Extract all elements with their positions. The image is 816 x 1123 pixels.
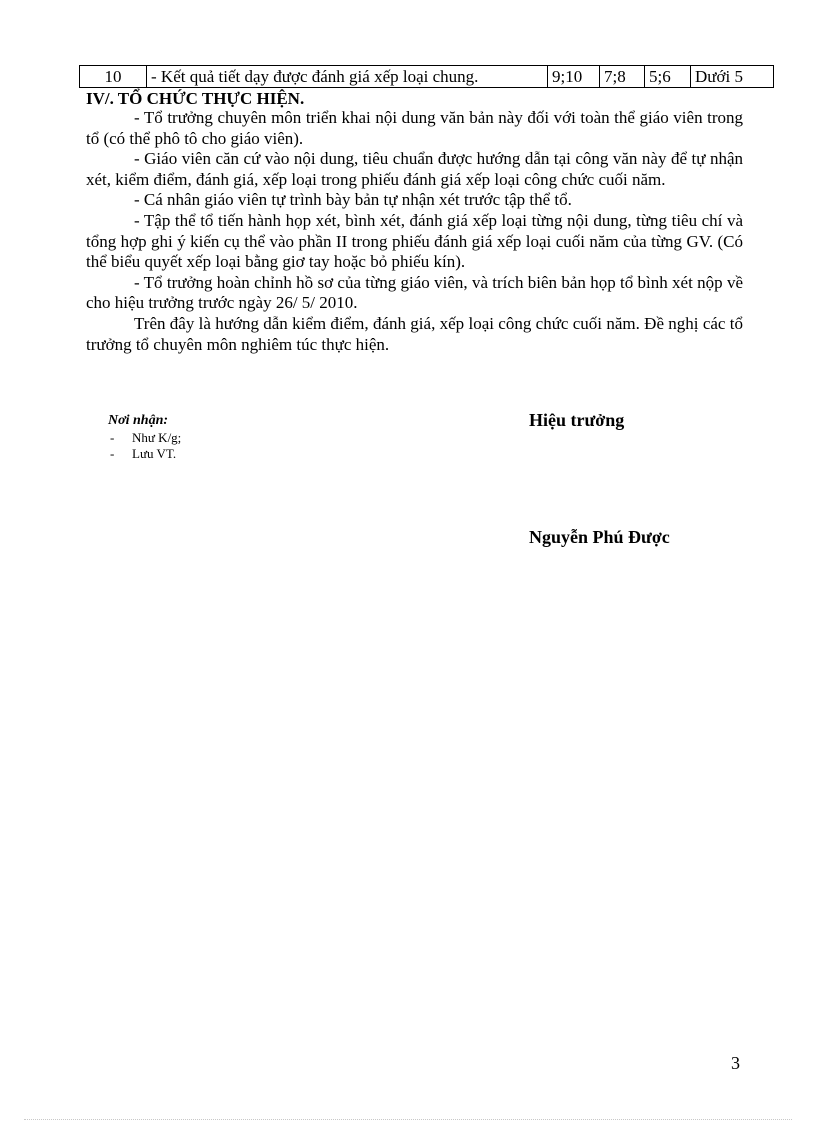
paragraph: - Giáo viên căn cứ vào nội dung, tiêu chuẩn được hướng dẫn tại công văn này để tự nhận xét, kiểm điểm, đánh giá, xếp loại trong phiếu đánh giá xếp loại công chức cuối năm.: [86, 149, 743, 189]
grade-average-cell: 5;6: [645, 66, 691, 88]
paragraph: - Cá nhân giáo viên tự trình bày bản tự nhận xét trước tập thể tổ.: [134, 190, 572, 210]
recipient-label: Lưu VT.: [132, 446, 177, 461]
grade-excellent-cell: 9;10: [548, 66, 600, 88]
closing-paragraph: Trên đây là hướng dẫn kiểm điểm, đánh giá, xếp loại công chức cuối năm. Đề nghị các tổ trưởng tổ chuyên môn nghiêm túc thực hiện.: [86, 313, 743, 354]
paragraph: - Tổ trưởng hoàn chỉnh hồ sơ của từng giáo viên, và trích biên bản họp tổ bình xét nộp về cho hiệu trưởng trước ngày 26/ 5/ 2010.: [86, 272, 743, 313]
recipients-title: Nơi nhận:: [108, 413, 169, 428]
criterion-number-cell: 10: [80, 66, 147, 88]
criterion-description-cell: - Kết quả tiết dạy được đánh giá xếp loại chung.: [147, 66, 548, 88]
paragraph: - Tập thể tổ tiến hành họp xét, bình xét, đánh giá xếp loại từng nội dung, từng tiêu chí và tổng hợp ghi ý kiến cụ thể vào phần II trong phiếu đánh giá xếp loại cuối năm của từng GV. (Có thể biểu quyết xếp loại bằng giơ tay hoặc bỏ phiếu kín).: [86, 210, 743, 272]
paragraph: - Tổ trưởng chuyên môn triển khai nội dung văn bản này đối với toàn thể giáo viên trong tổ (có thể phô tô cho giáo viên).: [86, 108, 743, 148]
list-item: [108, 446, 181, 462]
list-dash: -: [110, 430, 115, 445]
grade-good-cell: 7;8: [600, 66, 645, 88]
grade-weak-cell: Dưới 5: [691, 66, 774, 88]
grading-table: [79, 65, 774, 88]
section-heading: IV/. TỔ CHỨC THỰC HIỆN.: [86, 89, 305, 108]
page-bottom-divider: [24, 1119, 792, 1120]
page-number: 3: [731, 1053, 740, 1073]
recipients-block: [108, 413, 181, 462]
list-dash: -: [110, 446, 115, 461]
recipient-label: Như K/g;: [132, 430, 182, 445]
list-item: [108, 430, 181, 446]
signature-name: Nguyễn Phú Được: [529, 527, 670, 547]
table-row: [80, 66, 774, 88]
signature-title: Hiệu trưởng: [529, 410, 625, 430]
recipients-list: [108, 430, 181, 462]
body-text: [86, 108, 743, 355]
